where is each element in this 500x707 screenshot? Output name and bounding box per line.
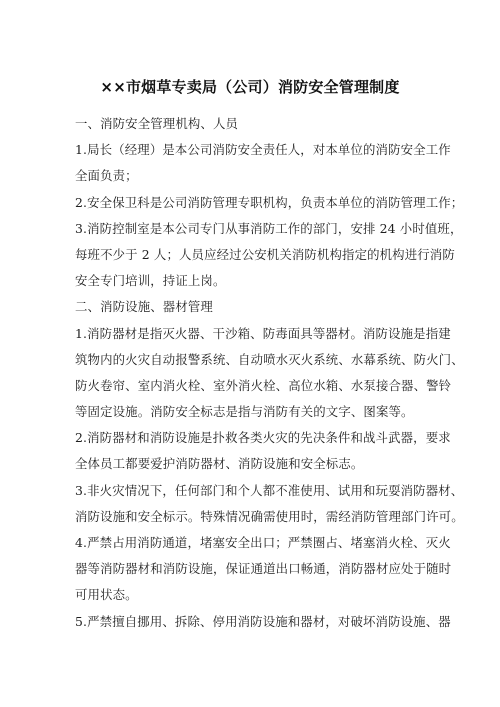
paragraph-line: 1.局长（经理）是本公司消防安全责任人，对本单位的消防安全工作 <box>75 142 451 158</box>
paragraph-line: 每班不少于 2 人；人员应经过公安机关消防机构指定的机构进行消防 <box>75 246 455 262</box>
paragraph-line: 4.严禁占用消防通道，堵塞安全出口；严禁圈占、堵塞消火栓、灭火 <box>75 535 451 550</box>
paragraph-line: 5.严禁擅自挪用、拆除、停用消防设施和器材，对破坏消防设施、器 <box>75 613 451 629</box>
paragraph-line: 防火卷帘、室内消火栓、室外消火栓、高位水箱、水泵接合器、警铃 <box>75 377 452 393</box>
paragraph-line: 全面负责； <box>75 168 138 184</box>
paragraph-line: 安全专门培训，持证上岗。 <box>75 273 226 289</box>
paragraph-line: 筑物内的火灾自动报警系统、自动喷水灭火系统、水幕系统、防火门、 <box>75 351 464 367</box>
document-title: ××市烟草专卖局（公司）消防安全管理制度 <box>100 78 400 96</box>
document-body <box>75 111 464 635</box>
paragraph-line: 全体员工都要爱护消防器材、消防设施和安全标志。 <box>75 456 364 472</box>
paragraph-line: 器等消防器材和消防设施，保证通道出口畅通，消防器材应处于随时 <box>75 561 452 577</box>
paragraph-line: 2.消防器材和消防设施是扑救各类火灾的先决条件和战斗武器，要求 <box>75 430 451 446</box>
paragraph-line: 1.消防器材是指灭火器、干沙箱、防毒面具等器材。消防设施是指建 <box>75 325 451 341</box>
paragraph-line: 可用状态。 <box>75 587 138 603</box>
paragraph-line: 2.安全保卫科是公司消防管理专职机构，负责本单位的消防管理工作； <box>75 194 464 210</box>
section-heading-1: 一、消防安全管理机构、人员 <box>75 116 239 131</box>
paragraph-line: 等固定设施。消防安全标志是指与消防有关的文字、图案等。 <box>75 404 414 420</box>
paragraph-line: 消防设施和安全标示。特殊情况确需使用时，需经消防管理部门许可。 <box>75 508 464 524</box>
paragraph-line: 3.非火灾情况下，任何部门和个人都不准使用、试用和玩耍消防器材、 <box>75 482 464 498</box>
paragraph-line: 3.消防控制室是本公司专门从事消防工作的部门，安排 24 小时值班， <box>75 220 463 236</box>
section-heading-2: 二、消防设施、器材管理 <box>75 299 213 315</box>
